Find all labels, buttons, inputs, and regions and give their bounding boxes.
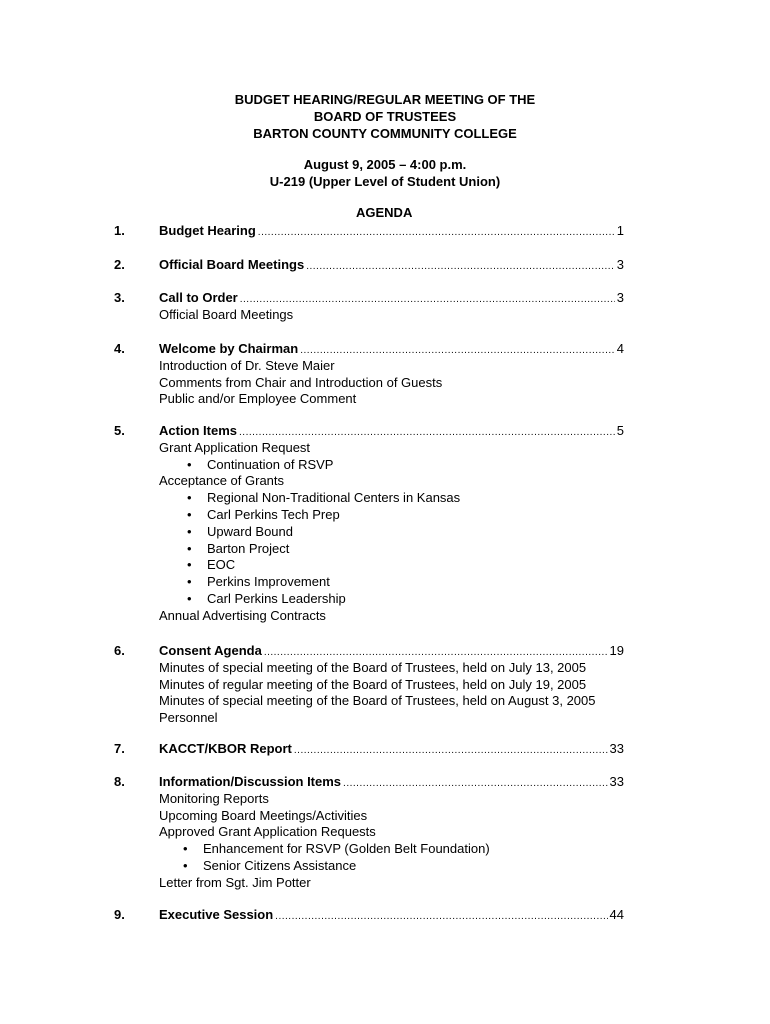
sub-item: Upcoming Board Meetings/Activities: [159, 807, 368, 823]
header-line-1: BUDGET HEARING/REGULAR MEETING OF THE: [234, 92, 536, 107]
bullet-icon: •: [187, 490, 192, 506]
sub-item: Approved Grant Application Requests: [159, 824, 376, 840]
bullet-icon: •: [187, 540, 192, 556]
header-line-3: BARTON COUNTY COMMUNITY COLLEGE: [253, 126, 517, 141]
leader-dots: [258, 225, 615, 242]
bullet-item: • Regional Non-Traditional Centers in Kansas: [187, 490, 461, 506]
page-number: 19: [609, 643, 624, 658]
sub-item: Personnel: [159, 710, 218, 726]
item-title: KACCT/KBOR Report: [159, 741, 292, 756]
bullet-item: • Enhancement for RSVP (Golden Belt Foundation): [183, 841, 490, 857]
item-number: 1.: [114, 223, 125, 238]
page-number: 3: [616, 290, 624, 305]
bullet-item: • Senior Citizens Assistance: [183, 857, 357, 873]
bullet-icon: •: [187, 574, 192, 590]
bullet-icon: •: [183, 857, 188, 873]
bullet-icon: •: [187, 557, 192, 573]
bullet-icon: •: [187, 523, 192, 539]
sub-item: Monitoring Reports: [159, 790, 269, 806]
page-number: 5: [616, 423, 624, 438]
sub-item: Annual Advertising Contracts: [159, 607, 326, 623]
bullet-icon: •: [187, 590, 192, 606]
page-number: 44: [609, 907, 624, 922]
item-number: 7.: [114, 741, 125, 756]
sub-item: Introduction of Dr. Steve Maier: [159, 357, 335, 373]
item-number: 3.: [114, 290, 125, 305]
item-title: Action Items: [159, 423, 238, 438]
item-title: Call to Order: [159, 290, 238, 305]
bullet-item: • EOC: [187, 557, 236, 573]
bullet-icon: •: [187, 506, 192, 522]
document-header: [0, 91, 770, 190]
meeting-location: U-219 (Upper Level of Student Union): [269, 174, 501, 189]
meeting-date: August 9, 2005 – 4:00 p.m.: [303, 157, 467, 172]
agenda-title: AGENDA: [356, 205, 413, 220]
item-number: 5.: [114, 423, 125, 438]
bullet-item: • Perkins Improvement: [187, 574, 330, 590]
sub-item: Comments from Chair and Introduction of Guests: [159, 374, 443, 390]
item-title: Information/Discussion Items: [159, 774, 342, 789]
leader-dots: [294, 743, 608, 760]
sub-item: Minutes of special meeting of the Board of Trustees, held on August 3, 2005: [159, 693, 596, 709]
page-number: 3: [616, 257, 624, 272]
bullet-item: • Continuation of RSVP: [187, 456, 334, 472]
page-number: 1: [616, 223, 624, 238]
item-title: Official Board Meetings: [159, 257, 305, 272]
item-title: Welcome by Chairman: [159, 341, 299, 356]
bullet-icon: •: [187, 456, 192, 472]
bullet-item: • Carl Perkins Tech Prep: [187, 506, 340, 522]
bullet-item: • Carl Perkins Leadership: [187, 590, 346, 606]
page-number: 33: [609, 774, 624, 789]
header-line-2: BOARD OF TRUSTEES: [313, 109, 457, 124]
sub-item: Acceptance of Grants: [159, 473, 285, 489]
leader-dots: [306, 259, 615, 276]
sub-item: Public and/or Employee Comment: [159, 391, 357, 407]
item-number: 4.: [114, 341, 125, 356]
item-title: Budget Hearing: [159, 223, 256, 238]
item-number: 6.: [114, 643, 125, 658]
leader-dots: [275, 909, 607, 926]
bullet-item: • Barton Project: [187, 540, 290, 556]
sub-item: Official Board Meetings: [159, 306, 294, 322]
page-number: 4: [616, 341, 624, 356]
sub-item: Letter from Sgt. Jim Potter: [159, 874, 311, 890]
sub-item: Grant Application Request: [159, 439, 311, 455]
bullet-item: • Upward Bound: [187, 523, 293, 539]
sub-item: Minutes of special meeting of the Board of Trustees, held on July 13, 2005: [159, 659, 587, 675]
bullet-icon: •: [183, 841, 188, 857]
item-number: 8.: [114, 774, 125, 789]
item-number: 2.: [114, 257, 125, 272]
item-title: Consent Agenda: [159, 643, 262, 658]
item-number: 9.: [114, 907, 125, 922]
item-title: Executive Session: [159, 907, 274, 922]
page-number: 33: [609, 741, 624, 756]
sub-item: Minutes of regular meeting of the Board of Trustees, held on July 19, 2005: [159, 676, 587, 692]
